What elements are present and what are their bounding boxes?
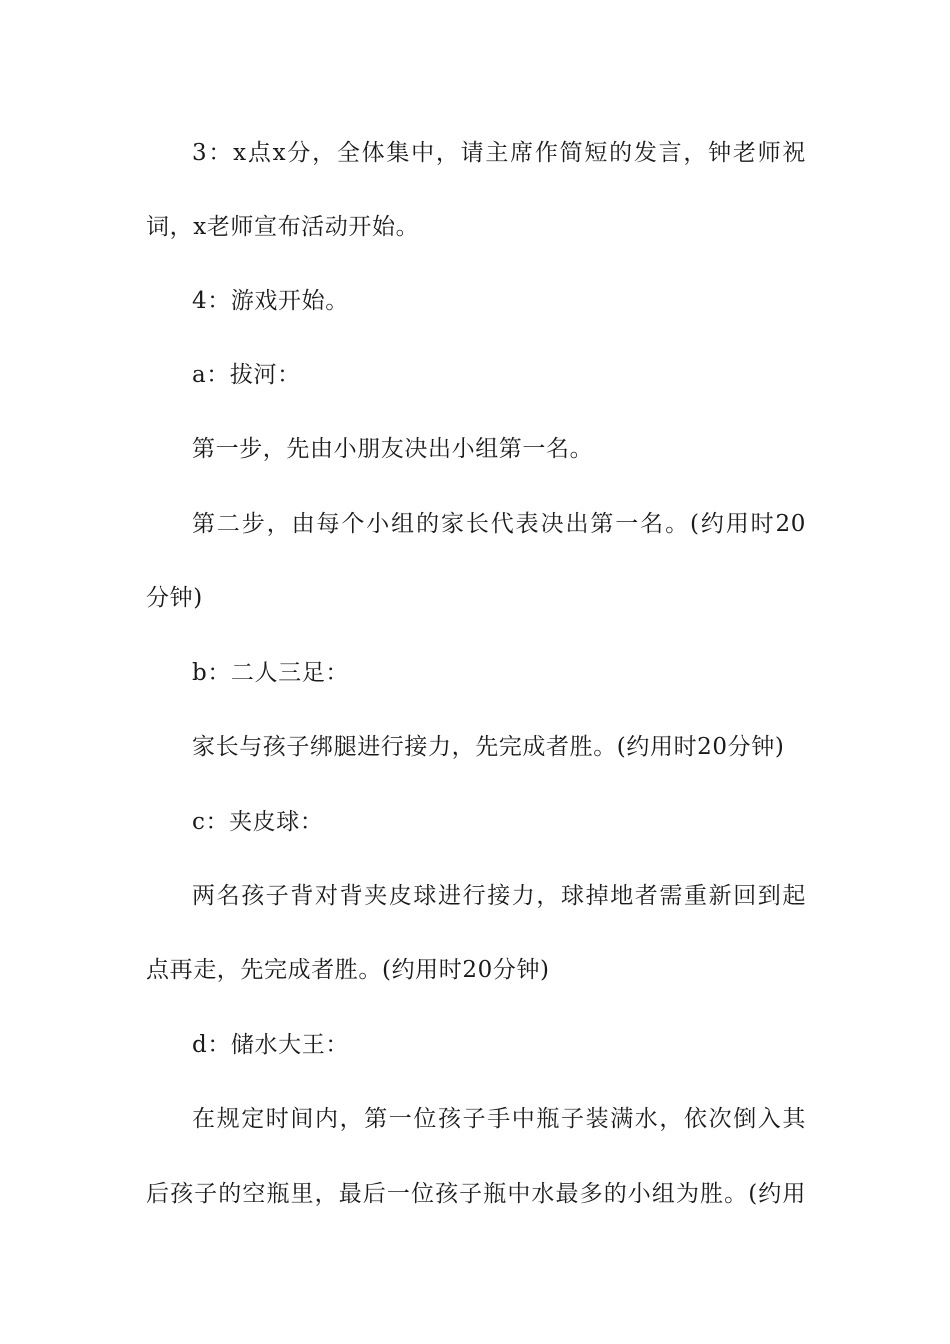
paragraph-line: 3：x点x分，全体集中，请主席作简短的发言，钟老师祝: [192, 140, 806, 166]
paragraph-line: 4：游戏开始。: [192, 288, 349, 314]
paragraph-line: 两名孩子背对背夹皮球进行接力，球掉地者需重新回到起: [192, 883, 806, 909]
paragraph-line: 词，x老师宣布活动开始。: [146, 214, 420, 240]
paragraph-line: a：拔河：: [192, 362, 301, 388]
paragraph-line: b：二人三足：: [192, 660, 349, 686]
paragraph-line: c：夹皮球：: [192, 809, 324, 835]
paragraph-line: 点再走，先完成者胜。(约用时20分钟): [146, 957, 550, 983]
paragraph-line: 后孩子的空瓶里，最后一位孩子瓶中水最多的小组为胜。(约用: [146, 1181, 806, 1207]
paragraph-line: 分钟): [146, 585, 203, 611]
paragraph-line: 第二步，由每个小组的家长代表决出第一名。(约用时20: [192, 511, 806, 537]
paragraph-line: 在规定时间内，第一位孩子手中瓶子装满水，依次倒入其: [192, 1106, 806, 1132]
paragraph-line: d：储水大王：: [192, 1032, 349, 1058]
paragraph-line: 家长与孩子绑腿进行接力，先完成者胜。(约用时20分钟): [192, 734, 785, 760]
paragraph-line: 第一步，先由小朋友决出小组第一名。: [192, 436, 594, 462]
